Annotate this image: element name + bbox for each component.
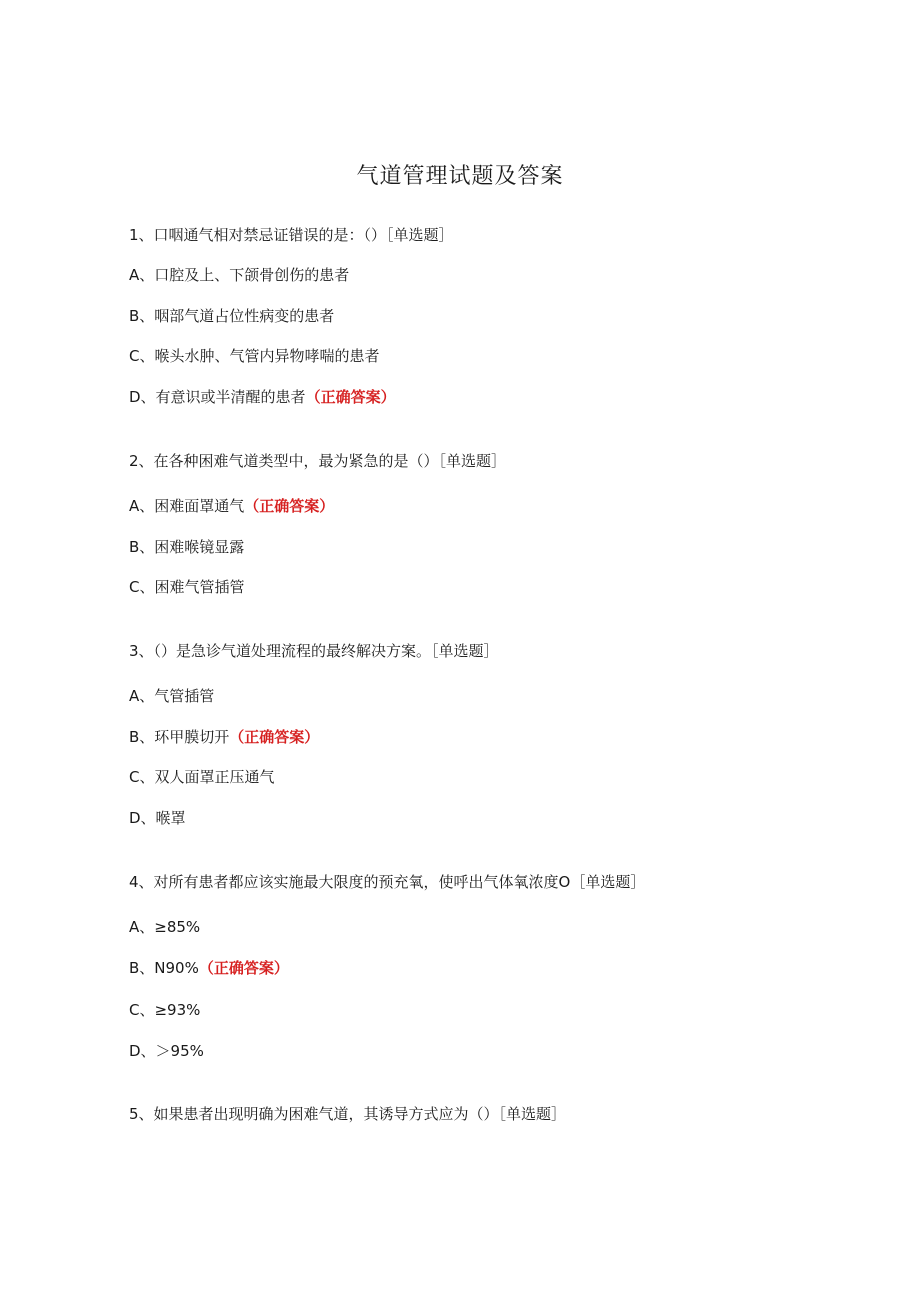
option-text: A、口腔及上、下颌骨创伤的患者 — [129, 266, 350, 284]
question-4-stem: 4、对所有患者都应该实施最大限度的预充氧，使呼出气体氧浓度O［单选题］ — [129, 873, 646, 891]
option-text: A、≥85% — [129, 918, 201, 936]
question-3-option-b — [129, 726, 319, 748]
correct-answer-mark: （正确答案） — [229, 728, 320, 746]
option-text: B、环甲膜切开 — [129, 728, 230, 746]
question-1-option-a — [129, 264, 349, 286]
question-3-stem: 3、（）是急诊气道处理流程的最终解决方案。［单选题］ — [129, 642, 499, 660]
option-text: A、气管插管 — [129, 687, 215, 705]
question-4-option-a — [129, 916, 200, 938]
option-text: B、困难喉镜显露 — [129, 538, 245, 556]
option-text: B、N90% — [129, 959, 199, 977]
question-4-option-d — [129, 1040, 204, 1062]
correct-answer-mark: （正确答案） — [305, 388, 396, 406]
question-1-option-d — [129, 386, 396, 408]
question-2-option-a — [129, 495, 334, 517]
question-3-option-d — [129, 807, 186, 829]
question-2-option-c — [129, 576, 244, 598]
page-title: 气道管理试题及答案 — [356, 164, 564, 189]
option-text: C、困难气管插管 — [129, 578, 245, 596]
option-text: A、困难面罩通气 — [129, 497, 245, 515]
question-5-stem: 5、如果患者出现明确为困难气道，其诱导方式应为（）［单选题］ — [129, 1105, 567, 1123]
question-2-stem: 2、在各种困难气道类型中，最为紧急的是（）［单选题］ — [129, 452, 507, 470]
question-1-option-b — [129, 305, 334, 327]
correct-answer-mark: （正确答案） — [244, 497, 335, 515]
question-3-option-c — [129, 766, 274, 788]
option-text: D、＞95% — [129, 1042, 204, 1060]
option-text: C、≥93% — [129, 1001, 201, 1019]
question-4-option-b — [129, 957, 289, 979]
question-4-option-c — [129, 999, 200, 1021]
question-1-option-c — [129, 345, 379, 367]
question-1-stem: 1、口咽通气相对禁忌证错误的是：（）［单选题］ — [129, 226, 454, 244]
option-text: C、双人面罩正压通气 — [129, 768, 275, 786]
question-3-option-a — [129, 685, 214, 707]
question-2-option-b — [129, 536, 244, 558]
option-text: D、喉罩 — [129, 809, 186, 827]
correct-answer-mark: （正确答案） — [198, 959, 289, 977]
option-text: B、咽部气道占位性病变的患者 — [129, 307, 335, 325]
option-text: D、有意识或半清醒的患者 — [129, 388, 306, 406]
option-text: C、喉头水肿、气管内异物哮喘的患者 — [129, 347, 380, 365]
